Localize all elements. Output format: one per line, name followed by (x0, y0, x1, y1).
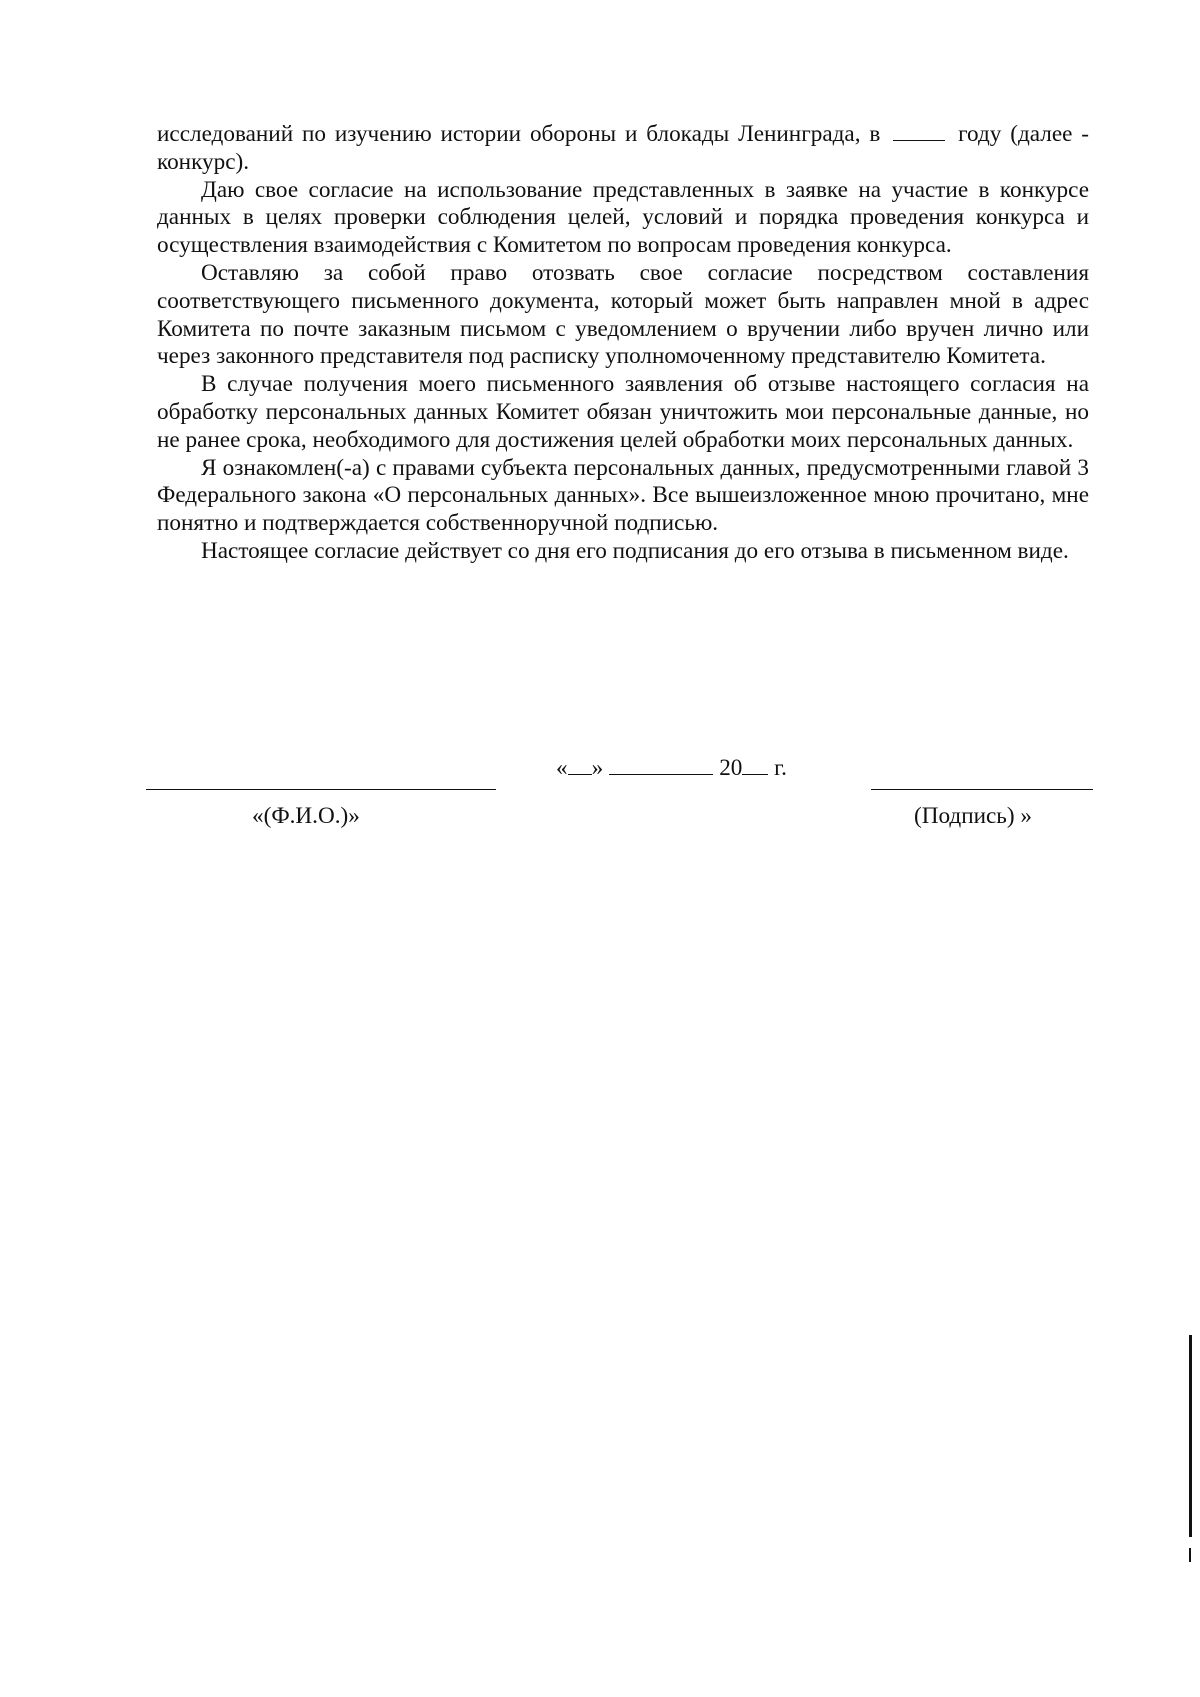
year-prefix: 20 (719, 755, 743, 781)
paragraph-intro-after: году (далее - конкурс). (157, 121, 1090, 175)
paragraph-withdrawal-right: Оставляю за собой право отозвать свое согласие посредством составления соответствующего письменного документа, который может быть направлен мной в адрес Комитета по почте заказным письмом с уведомлением о вручении либо вручен лично или через законного представителя под расписку уполномоченному представителю Комитета. (157, 259, 1089, 370)
date-close-quote: » (591, 755, 604, 781)
paragraph-intro-before: исследований по изучению истории обороны и блокады Ленинграда, в (157, 121, 881, 147)
paragraph-rights-acknowledged: Я ознакомлен(-а) с правами субъекта персональных данных, предусмотренными главой 3 Федерального закона «О персональных данных». Все вышеизложенное мною прочитано, мне понятно и подтверждается собственноручной подписью. (157, 454, 1089, 537)
signature-date (556, 754, 787, 782)
year-suffix-blank (742, 756, 768, 775)
paragraph-data-destruction: В случае получения моего письменного заявления об отзыве настоящего согласия на обработку персональных данных Комитет обязан уничтожить мои персональные данные, но не ранее срока, необходимого для достижения целей обработки моих персональных данных. (157, 371, 1089, 453)
day-blank (568, 756, 592, 775)
fio-line (146, 789, 496, 790)
paragraph-validity: Настоящее согласие действует со дня его подписания до его отзыва в письменном виде. (201, 537, 1069, 564)
year-blank (893, 122, 945, 141)
year-abbreviation: г. (774, 755, 787, 781)
signature-line (871, 789, 1093, 790)
fio-caption: «(Ф.И.О.)» (252, 803, 360, 829)
signature-caption: (Подпись) » (914, 803, 1032, 829)
date-open-quote: « (556, 755, 568, 781)
month-blank (609, 756, 713, 775)
paragraph-consent-use: Даю свое согласие на использование представленных в заявке на участие в конкурсе данных в целях проверки соблюдения целей, условий и порядка проведения конкурса и осуществления взаимодействия с Комитетом по вопросам проведения конкурса. (157, 176, 1089, 259)
scan-edge-mark (1189, 1335, 1192, 1537)
scan-edge-speck (1189, 1548, 1191, 1562)
consent-body (157, 121, 1089, 566)
paragraph-intro (157, 121, 1089, 177)
